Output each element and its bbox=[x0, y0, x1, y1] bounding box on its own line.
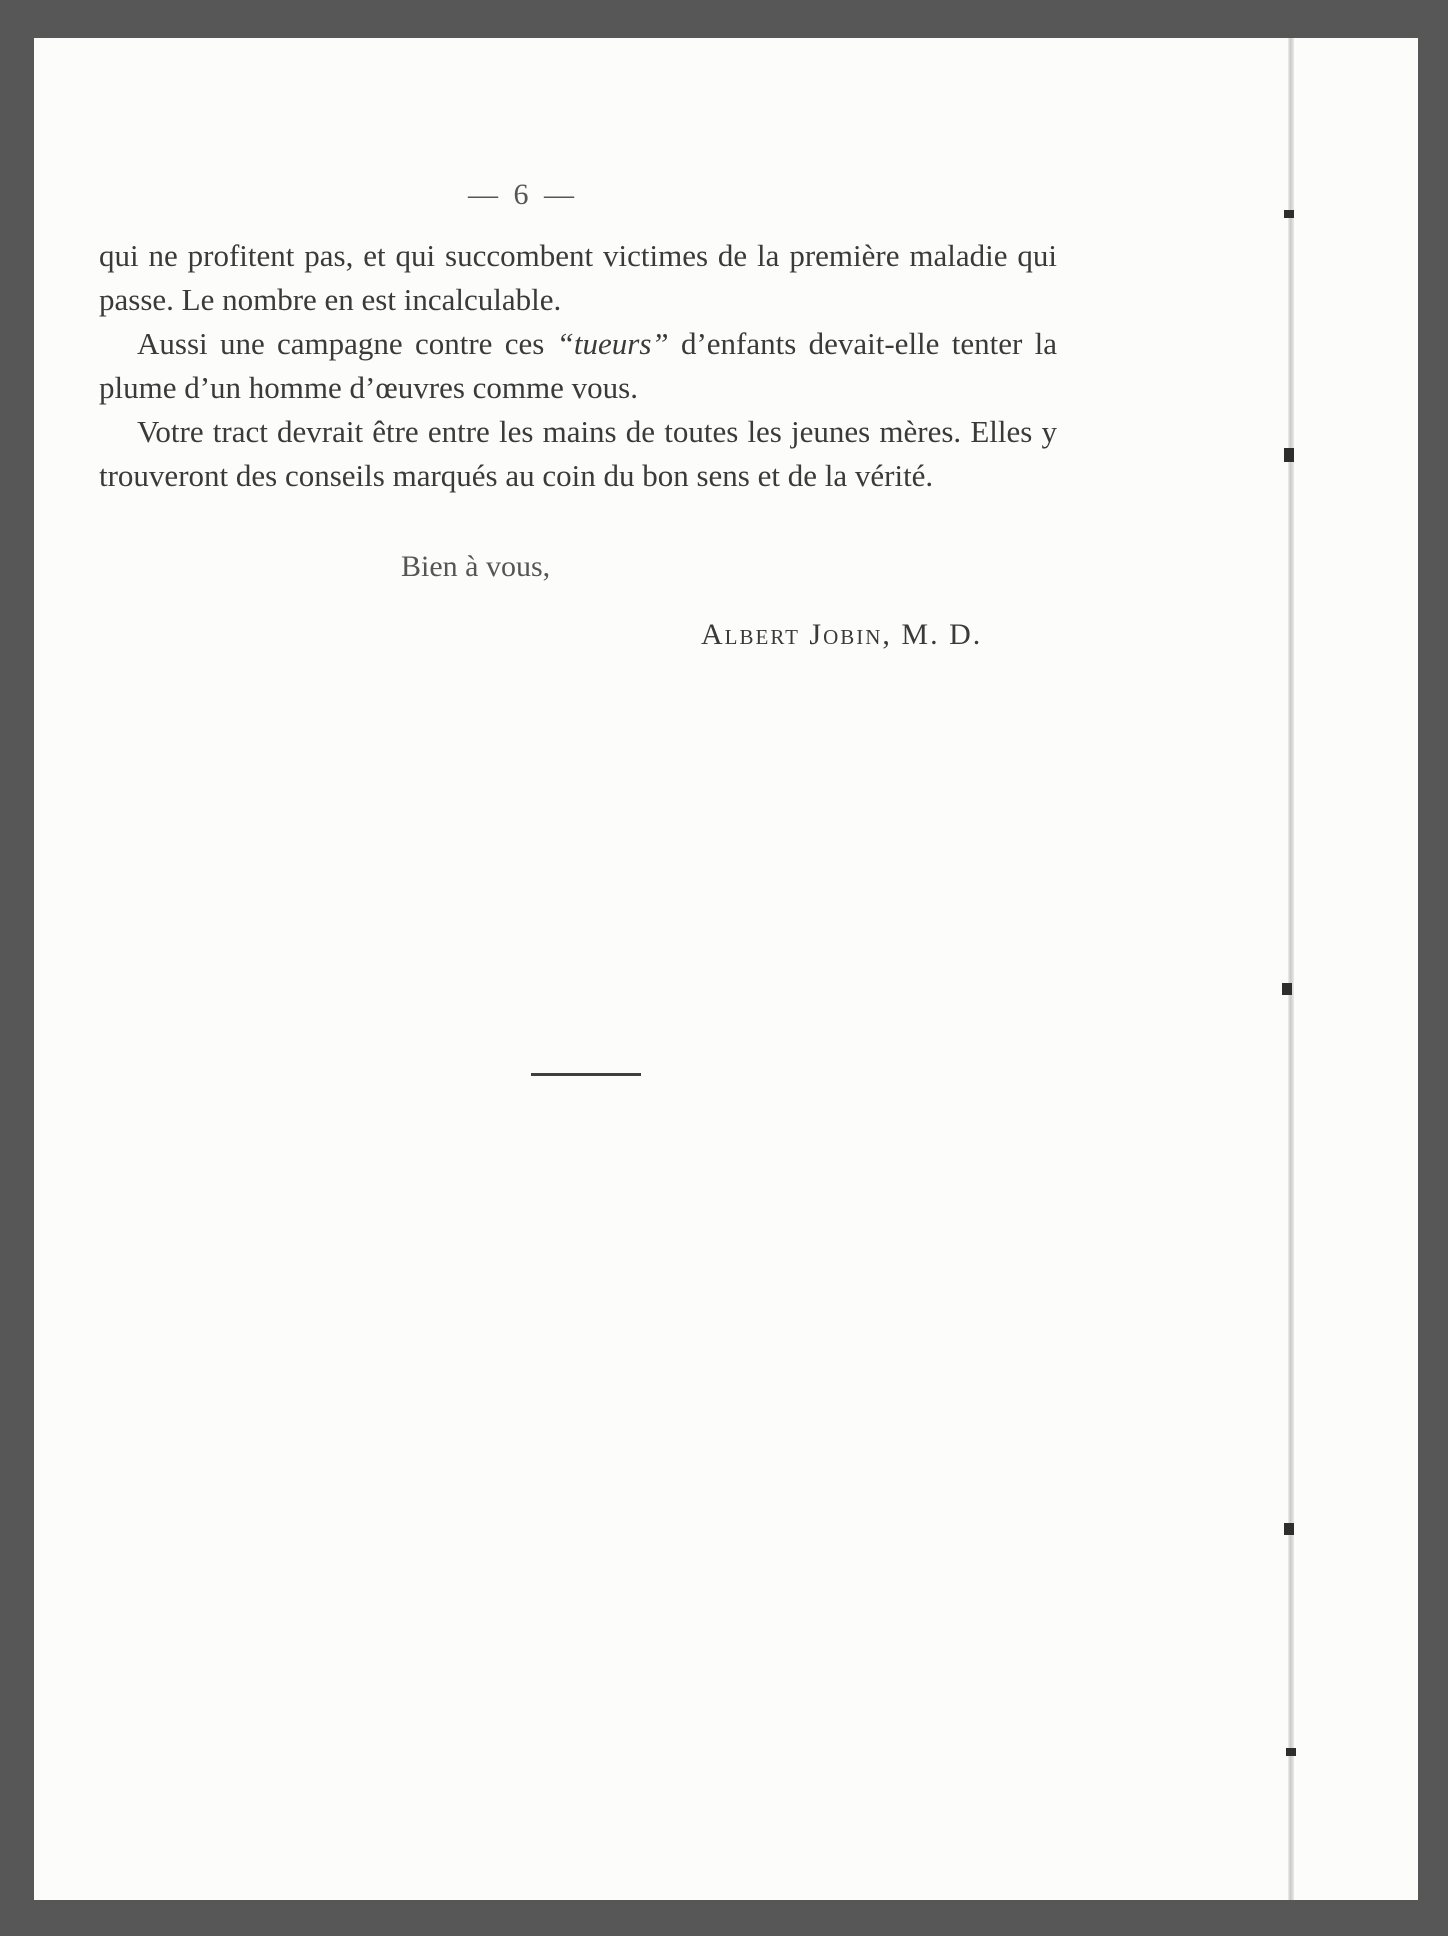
page-number: — 6 — bbox=[468, 178, 578, 211]
paragraph-2-end: d’enfants devait-elle tenter la plume d’un homme d’œuvres comme vous. bbox=[99, 326, 1057, 405]
document-page bbox=[34, 38, 1418, 1900]
binding-gutter bbox=[1288, 38, 1294, 1900]
section-divider bbox=[531, 1073, 641, 1076]
binding-mark bbox=[1284, 448, 1294, 462]
binding-mark bbox=[1282, 983, 1292, 995]
paragraph-2-emphasis: “tueurs” bbox=[556, 326, 669, 361]
binding-mark bbox=[1284, 1523, 1294, 1535]
paragraph-1: qui ne profitent pas, et qui succombent victimes de la première maladie qui passe. Le nombre en est incalculable. bbox=[99, 238, 1057, 317]
binding-mark bbox=[1286, 1748, 1296, 1756]
signature: Albert Jobin, M. D. bbox=[701, 618, 983, 651]
binding-mark bbox=[1284, 210, 1294, 218]
paragraph-2-start: Aussi une campagne contre ces bbox=[137, 326, 557, 361]
paragraph-3: Votre tract devrait être entre les mains de toutes les jeunes mères. Elles y trouveront des conseils marqués au coin du bon sens et de la vérité. bbox=[99, 414, 1057, 493]
closing-salutation: Bien à vous, bbox=[401, 550, 551, 583]
paragraph-2 bbox=[99, 322, 1057, 410]
page-content bbox=[99, 178, 1057, 652]
